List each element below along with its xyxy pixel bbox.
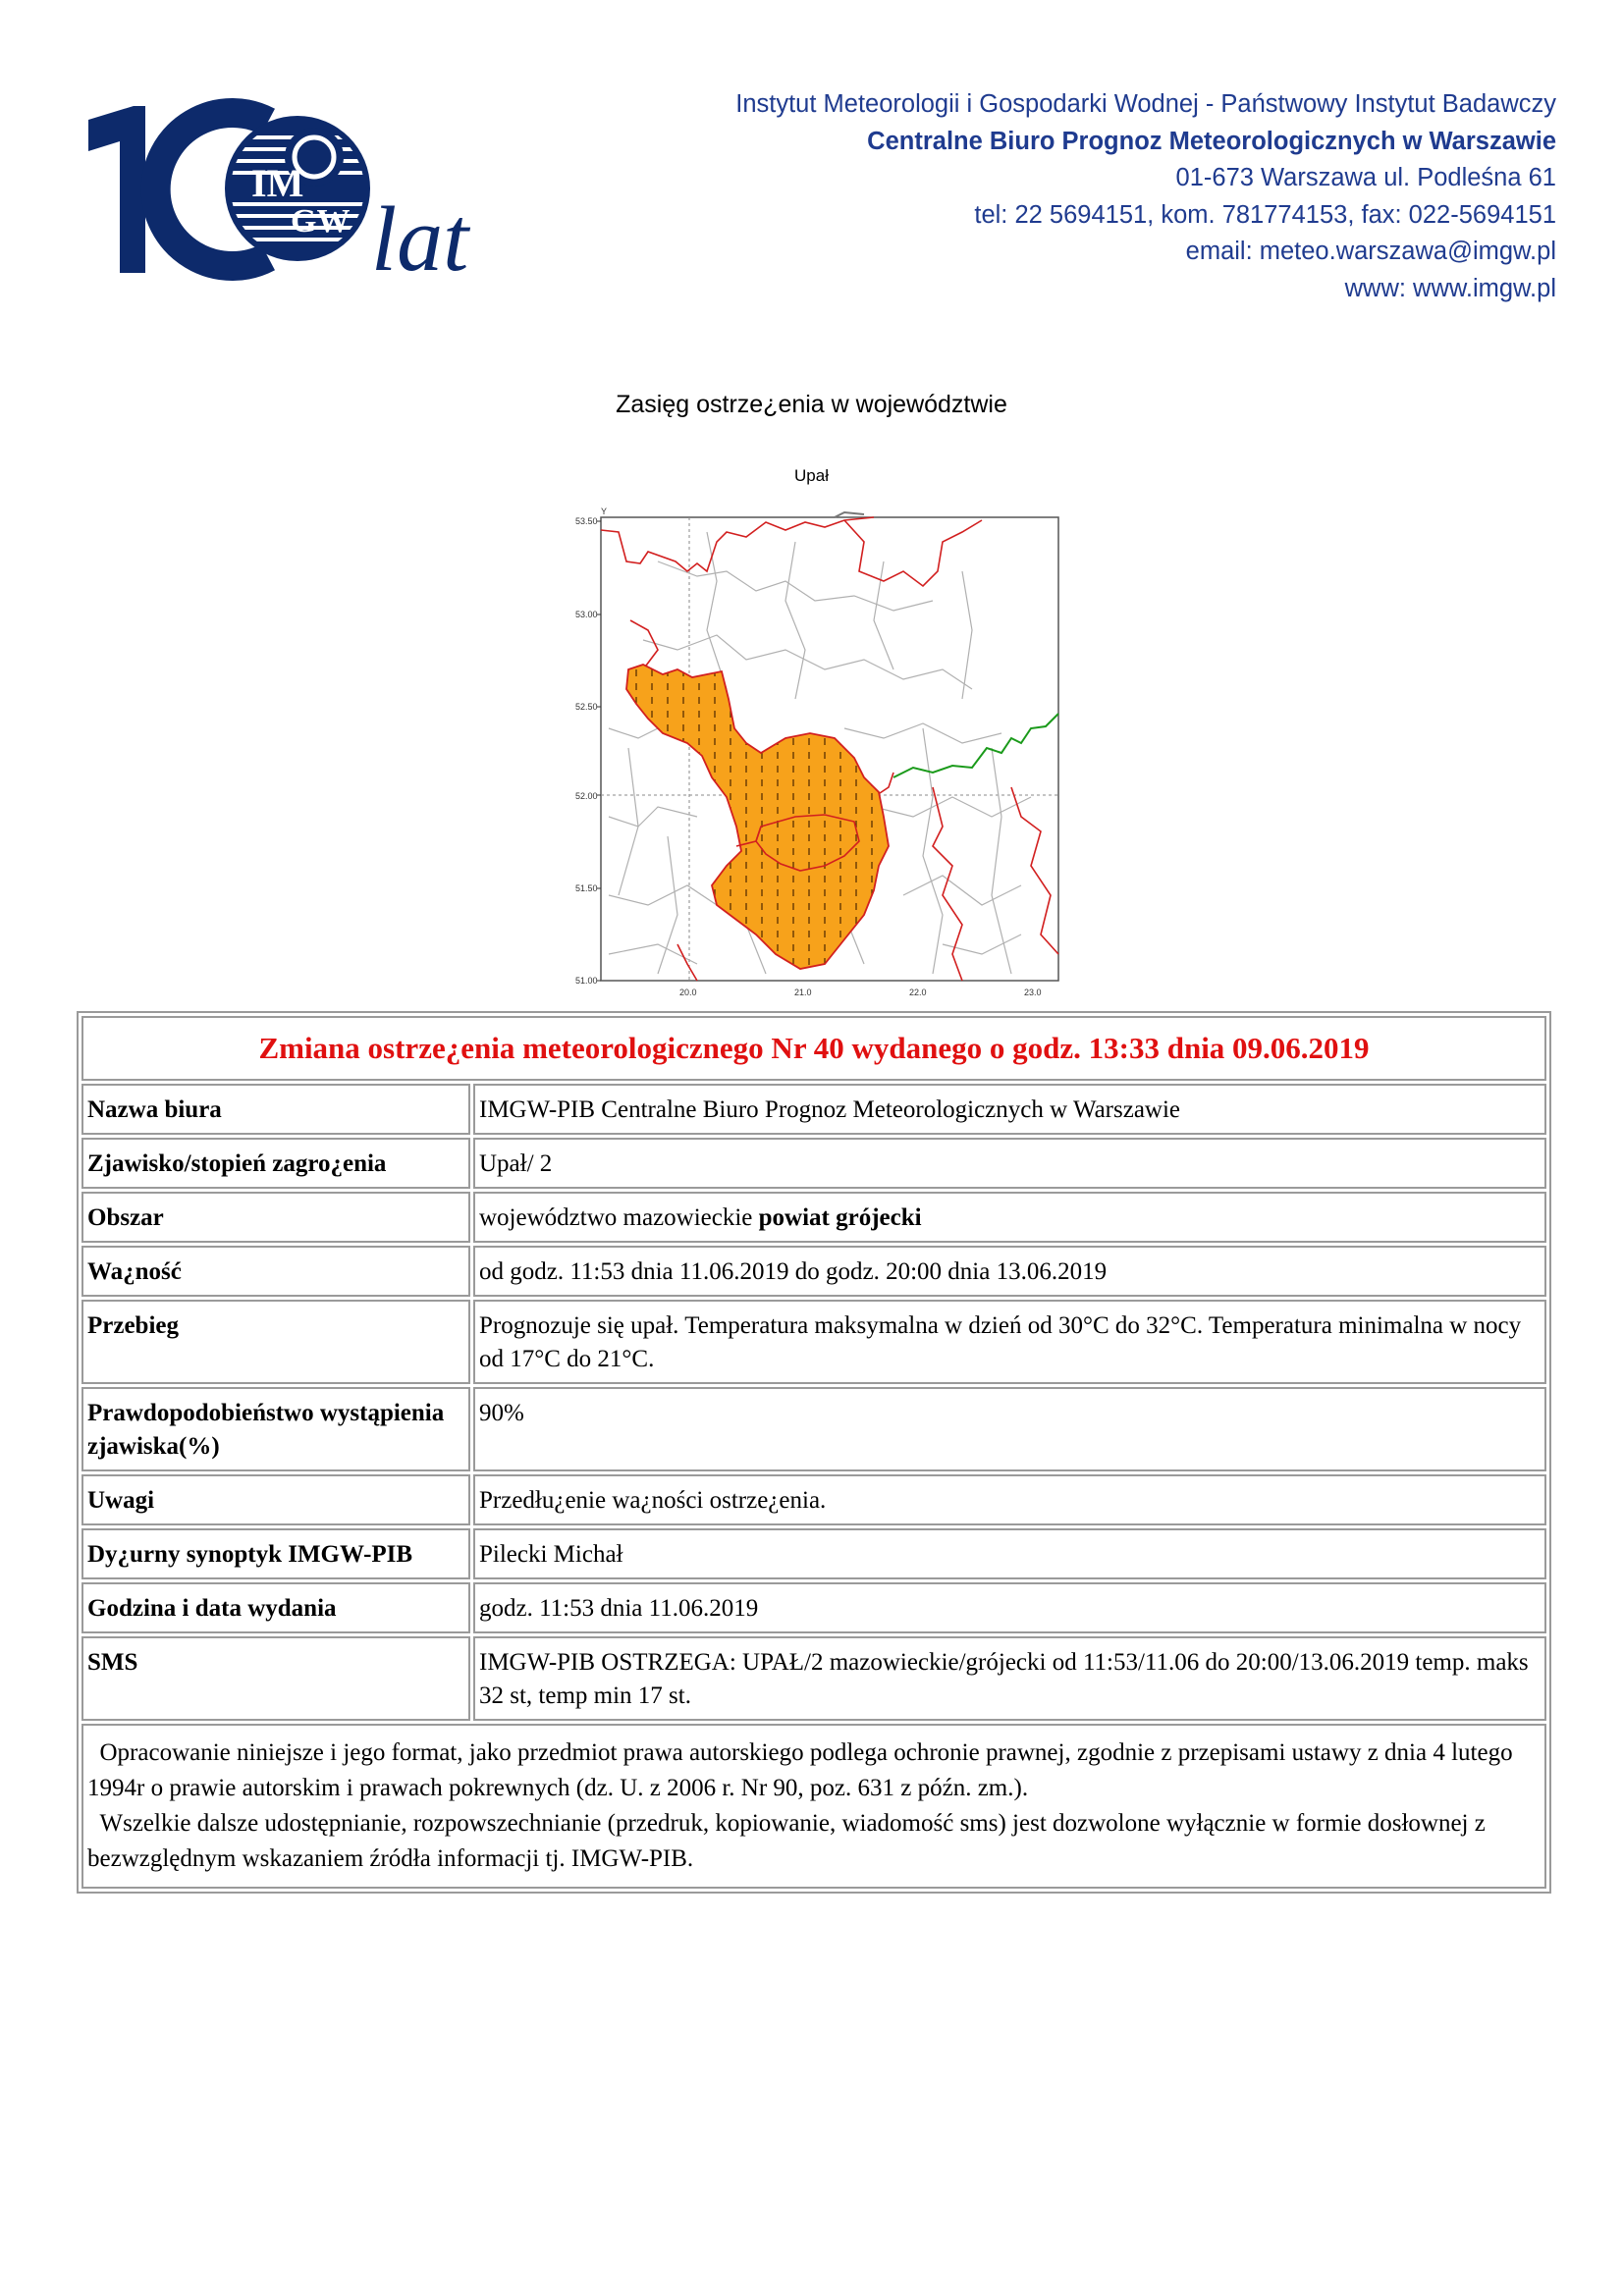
- y-tick-51.00: 51.00: [575, 976, 598, 986]
- copyright-footer: [81, 1724, 1546, 1889]
- warning-title: Zmiana ostrze¿enia meteorologicznego Nr 40 wydanego o godz. 13:33 dnia 09.06.2019: [81, 1016, 1546, 1081]
- map-caption: Zasięg ostrze¿enia w województwie: [616, 391, 1007, 418]
- row-label-przebieg: Przebieg: [81, 1300, 470, 1384]
- obszar-powiat: powiat grójecki: [758, 1204, 922, 1231]
- table-row: [81, 1246, 1546, 1297]
- row-label-waznosc: Wa¿ność: [81, 1246, 470, 1297]
- institute-name: Instytut Meteorologii i Gospodarki Wodnej - Państwowy Instytut Badawczy: [735, 90, 1556, 118]
- copyright-notice: Opracowanie niniejsze i jego format, jako przedmiot prawa autorskiego podlega ochronie prawnej, zgodnie z przepisami ustawy z dnia 4 lutego 1994r o prawie autorskim i prawach pokrewnych (dz. U. z 2006 r. Nr 90, poz. 631 z późn. zm.).: [87, 1739, 1513, 1801]
- table-row: [81, 1387, 1546, 1471]
- x-axis-labels: [679, 988, 1042, 997]
- y-tick-52.00: 52.00: [575, 791, 598, 801]
- table-row: [81, 1138, 1546, 1189]
- row-label-uwagi: Uwagi: [81, 1474, 470, 1525]
- row-value-synoptyk: Pilecki Michał: [473, 1528, 1546, 1579]
- warning-table: [77, 1011, 1551, 1894]
- table-row: [81, 1474, 1546, 1525]
- table-row: [81, 1582, 1546, 1633]
- row-value-sms: IMGW-PIB OSTRZEGA: UPAŁ/2 mazowieckie/grójecki od 11:53/11.06 do 20:00/13.06.2019 temp. maks 32 st, temp min 17 st.: [473, 1636, 1546, 1721]
- row-value-prawdopodobienstwo: 90%: [473, 1387, 1546, 1471]
- www-line[interactable]: www: www.imgw.pl: [1344, 274, 1556, 302]
- y-tick-53.00: 53.00: [575, 610, 598, 619]
- y-tick-52.50: 52.50: [575, 702, 598, 712]
- row-value-przebieg: Prognozuje się upał. Temperatura maksymalna w dzień od 30°C do 32°C. Temperatura minimalna w nocy od 17°C do 21°C.: [473, 1300, 1546, 1384]
- table-row: [81, 1636, 1546, 1721]
- table-row: [81, 1300, 1546, 1384]
- table-row: [81, 1084, 1546, 1135]
- phone-line: tel: 22 5694151, kom. 781774153, fax: 022-5694151: [974, 200, 1556, 229]
- row-value-waznosc: od godz. 11:53 dnia 11.06.2019 do godz. 20:00 dnia 13.06.2019: [473, 1246, 1546, 1297]
- row-label-prawdopodobienstwo: Prawdopodobieństwo wystąpienia zjawiska(%): [81, 1387, 470, 1471]
- row-value-godzina-wydania: godz. 11:53 dnia 11.06.2019: [473, 1582, 1546, 1633]
- row-label-godzina-wydania: Godzina i data wydania: [81, 1582, 470, 1633]
- logo-lat-text: lat: [371, 188, 469, 285]
- x-tick-22: 22.0: [909, 988, 927, 997]
- y-axis-letter: Y: [601, 507, 608, 516]
- bureau-name: Centralne Biuro Prognoz Meteorologicznych w Warszawie: [867, 127, 1556, 155]
- logo-letters-bottom: GW: [291, 203, 351, 240]
- y-tick-51.50: 51.50: [575, 883, 598, 893]
- x-tick-23: 23.0: [1024, 988, 1042, 997]
- address: 01-673 Warszawa ul. Podleśna 61: [1175, 164, 1556, 191]
- x-tick-20: 20.0: [679, 988, 697, 997]
- x-tick-21: 21.0: [794, 988, 812, 997]
- row-value-zjawisko: Upał/ 2: [473, 1138, 1546, 1189]
- row-value-obszar: [473, 1192, 1546, 1243]
- row-label-synoptyk: Dy¿urny synoptyk IMGW-PIB: [81, 1528, 470, 1579]
- table-row: [81, 1528, 1546, 1579]
- distribution-notice: Wszelkie dalsze udostępnianie, rozpowszechnianie (przedruk, kopiowanie, wiadomość sms) jest dozwolone wyłącznie w formie dosłownej z bezwzględnym wskazaniem źródła informacji tj. IMGW-PIB.: [87, 1810, 1486, 1872]
- institute-header: [735, 86, 1556, 307]
- row-label-sms: SMS: [81, 1636, 470, 1721]
- row-label-zjawisko: Zjawisko/stopień zagro¿enia: [81, 1138, 470, 1189]
- table-row: [81, 1192, 1546, 1243]
- email-line[interactable]: email: meteo.warszawa@imgw.pl: [1185, 238, 1556, 265]
- obszar-voivodeship: województwo mazowieckie: [479, 1204, 753, 1231]
- row-value-nazwa-biura: IMGW-PIB Centralne Biuro Prognoz Meteorologicznych w Warszawie: [473, 1084, 1546, 1135]
- row-label-obszar: Obszar: [81, 1192, 470, 1243]
- row-value-uwagi: Przedłu¿enie wa¿ności ostrze¿enia.: [473, 1474, 1546, 1525]
- imgw-100-lat-logo: [86, 98, 499, 285]
- y-tick-53.50: 53.50: [575, 516, 598, 526]
- warning-area-map: [550, 503, 1080, 1013]
- logo-letters-top: IM: [251, 161, 304, 205]
- row-label-nazwa-biura: Nazwa biura: [81, 1084, 470, 1135]
- map-subtitle: Upał: [794, 466, 829, 485]
